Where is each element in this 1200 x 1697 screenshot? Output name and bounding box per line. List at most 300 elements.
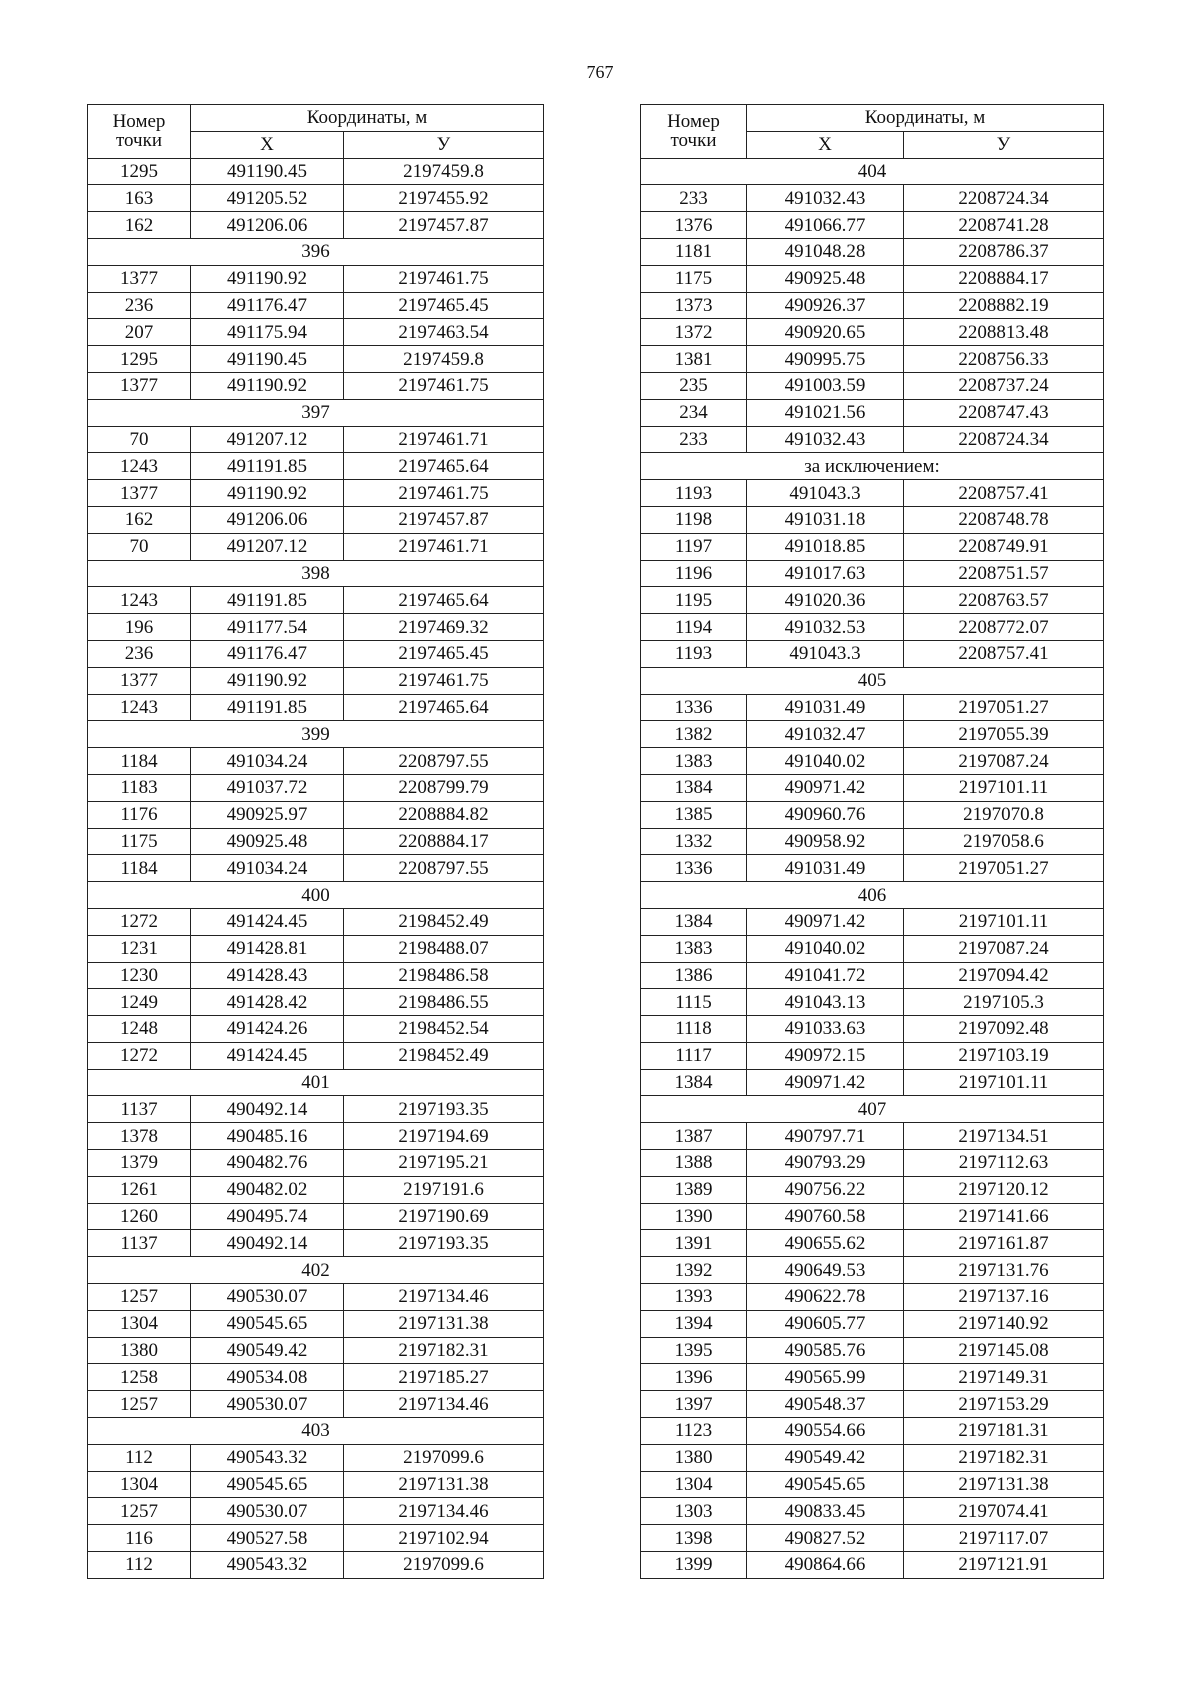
table-row	[641, 640, 1104, 667]
point-number-cell: 1184	[88, 748, 191, 775]
table-row	[88, 614, 544, 641]
x-coordinate-cell: 490995.75	[747, 346, 904, 373]
x-coordinate-cell: 491037.72	[191, 774, 344, 801]
y-coordinate-cell: 2197101.11	[904, 1069, 1104, 1096]
y-coordinate-cell: 2197099.6	[344, 1552, 544, 1579]
point-number-cell: 1377	[88, 265, 191, 292]
section-label: 398	[88, 560, 544, 587]
table-row	[88, 158, 544, 185]
table-row	[88, 1096, 544, 1123]
table-row	[88, 962, 544, 989]
point-number-cell: 1295	[88, 346, 191, 373]
y-coordinate-cell: 2197051.27	[904, 694, 1104, 721]
y-coordinate-cell: 2197194.69	[344, 1123, 544, 1150]
y-coordinate-cell: 2208751.57	[904, 560, 1104, 587]
y-coordinate-cell: 2198486.58	[344, 962, 544, 989]
table-row	[641, 1498, 1104, 1525]
y-coordinate-cell: 2197101.11	[904, 908, 1104, 935]
table-row	[641, 506, 1104, 533]
table-row	[641, 748, 1104, 775]
y-coordinate-cell: 2197461.75	[344, 372, 544, 399]
x-coordinate-cell: 491207.12	[191, 426, 344, 453]
point-number-cell: 1304	[641, 1471, 747, 1498]
x-coordinate-cell: 490543.32	[191, 1444, 344, 1471]
x-coordinate-cell: 491428.81	[191, 935, 344, 962]
section-row	[88, 882, 544, 909]
point-number-cell: 1198	[641, 506, 747, 533]
x-coordinate-cell: 490530.07	[191, 1391, 344, 1418]
y-coordinate-cell: 2198488.07	[344, 935, 544, 962]
x-coordinate-cell: 490926.37	[747, 292, 904, 319]
section-row	[88, 560, 544, 587]
x-coordinate-cell: 491190.92	[191, 480, 344, 507]
x-coordinate-cell: 491018.85	[747, 533, 904, 560]
y-coordinate-cell: 2208741.28	[904, 212, 1104, 239]
section-row	[641, 667, 1104, 694]
point-number-cell: 1388	[641, 1150, 747, 1177]
y-coordinate-cell: 2197087.24	[904, 935, 1104, 962]
point-number-cell: 1183	[88, 774, 191, 801]
table-row	[88, 828, 544, 855]
point-number-cell: 1304	[88, 1471, 191, 1498]
point-number-cell: 1384	[641, 774, 747, 801]
x-coordinate-cell: 491021.56	[747, 399, 904, 426]
table-row	[88, 1525, 544, 1552]
section-row	[88, 238, 544, 265]
point-number-cell: 1377	[88, 667, 191, 694]
table-row	[88, 533, 544, 560]
table-row	[88, 1444, 544, 1471]
table-row	[88, 1471, 544, 1498]
table-row	[641, 774, 1104, 801]
point-number-cell: 1184	[88, 855, 191, 882]
y-coordinate-cell: 2197121.91	[904, 1552, 1104, 1579]
y-coordinate-cell: 2208747.43	[904, 399, 1104, 426]
table-row	[88, 801, 544, 828]
point-number-cell: 1257	[88, 1391, 191, 1418]
table-row	[88, 346, 544, 373]
y-coordinate-cell: 2197181.31	[904, 1418, 1104, 1445]
y-coordinate-cell: 2197131.38	[904, 1471, 1104, 1498]
x-coordinate-cell: 491017.63	[747, 560, 904, 587]
x-coordinate-cell: 491191.85	[191, 694, 344, 721]
x-coordinate-cell: 490649.53	[747, 1257, 904, 1284]
x-coordinate-cell: 490622.78	[747, 1284, 904, 1311]
point-number-cell: 1383	[641, 935, 747, 962]
point-number-cell: 1115	[641, 989, 747, 1016]
x-coordinate-cell: 490492.14	[191, 1096, 344, 1123]
point-number-cell: 1378	[88, 1123, 191, 1150]
y-coordinate-cell: 2197140.92	[904, 1310, 1104, 1337]
table-row	[641, 801, 1104, 828]
table-row	[641, 1444, 1104, 1471]
coordinates-table-right	[640, 104, 1104, 1579]
point-number-cell: 1194	[641, 614, 747, 641]
point-number-cell: 1393	[641, 1284, 747, 1311]
y-coordinate-cell: 2197457.87	[344, 212, 544, 239]
table-row	[641, 908, 1104, 935]
point-number-cell: 1193	[641, 640, 747, 667]
table-row	[641, 265, 1104, 292]
y-coordinate-cell: 2197185.27	[344, 1364, 544, 1391]
table-row	[641, 346, 1104, 373]
x-coordinate-cell: 490549.42	[747, 1444, 904, 1471]
point-number-cell: 116	[88, 1525, 191, 1552]
table-row	[88, 1310, 544, 1337]
section-row	[88, 399, 544, 426]
y-coordinate-cell: 2197461.75	[344, 265, 544, 292]
table-row	[641, 212, 1104, 239]
y-coordinate-cell: 2197191.6	[344, 1176, 544, 1203]
x-coordinate-cell: 491190.92	[191, 265, 344, 292]
y-coordinate-cell: 2198452.49	[344, 1042, 544, 1069]
point-header-line1: Номер	[112, 111, 166, 133]
section-row	[88, 721, 544, 748]
x-coordinate-cell: 491176.47	[191, 640, 344, 667]
point-number-cell: 70	[88, 533, 191, 560]
point-number-cell: 1175	[641, 265, 747, 292]
x-coordinate-cell: 490530.07	[191, 1284, 344, 1311]
x-coordinate-cell: 490545.65	[747, 1471, 904, 1498]
table-row	[88, 185, 544, 212]
x-coordinate-cell: 491205.52	[191, 185, 344, 212]
x-coordinate-cell: 490960.76	[747, 801, 904, 828]
x-coordinate-cell: 491034.24	[191, 748, 344, 775]
table-row	[641, 935, 1104, 962]
table-row	[88, 372, 544, 399]
x-coordinate-cell: 491032.43	[747, 185, 904, 212]
x-coordinate-cell: 491003.59	[747, 372, 904, 399]
table-body-left	[88, 158, 544, 1578]
y-coordinate-cell: 2208772.07	[904, 614, 1104, 641]
table-row	[641, 1016, 1104, 1043]
x-coordinate-cell: 491040.02	[747, 748, 904, 775]
table-row	[641, 560, 1104, 587]
table-row	[88, 453, 544, 480]
point-number-cell: 1248	[88, 1016, 191, 1043]
x-coordinate-cell: 490554.66	[747, 1418, 904, 1445]
table-row	[88, 506, 544, 533]
table-row	[88, 694, 544, 721]
x-coordinate-cell: 491032.47	[747, 721, 904, 748]
x-coordinate-cell: 490534.08	[191, 1364, 344, 1391]
point-number-cell: 112	[88, 1444, 191, 1471]
point-header-line1: Номер	[667, 111, 720, 133]
point-number-cell: 236	[88, 640, 191, 667]
x-coordinate-cell: 491034.24	[191, 855, 344, 882]
table-row	[641, 1364, 1104, 1391]
x-coordinate-cell: 490925.48	[191, 828, 344, 855]
table-row	[88, 1337, 544, 1364]
x-coordinate-cell: 491032.53	[747, 614, 904, 641]
y-coordinate-cell: 2197117.07	[904, 1525, 1104, 1552]
y-coordinate-cell: 2197461.71	[344, 426, 544, 453]
y-coordinate-cell: 2208737.24	[904, 372, 1104, 399]
y-coordinate-cell: 2208813.48	[904, 319, 1104, 346]
y-coordinate-cell: 2197465.45	[344, 292, 544, 319]
table-row	[88, 1176, 544, 1203]
x-header: X	[191, 131, 344, 158]
y-coordinate-cell: 2208797.55	[344, 748, 544, 775]
point-number-cell: 1243	[88, 587, 191, 614]
point-number-cell: 1118	[641, 1016, 747, 1043]
table-row	[641, 1471, 1104, 1498]
point-number-cell: 1387	[641, 1123, 747, 1150]
y-coordinate-cell: 2208884.17	[344, 828, 544, 855]
point-number-cell: 1380	[88, 1337, 191, 1364]
x-coordinate-cell: 491040.02	[747, 935, 904, 962]
y-coordinate-cell: 2197120.12	[904, 1176, 1104, 1203]
table-row	[641, 1123, 1104, 1150]
table-row	[641, 372, 1104, 399]
table-row	[88, 292, 544, 319]
table-row	[88, 748, 544, 775]
x-coordinate-cell: 491043.13	[747, 989, 904, 1016]
x-coordinate-cell: 490605.77	[747, 1310, 904, 1337]
x-coordinate-cell: 491190.45	[191, 158, 344, 185]
section-row	[641, 453, 1104, 480]
x-coordinate-cell: 491424.45	[191, 1042, 344, 1069]
point-number-cell: 1382	[641, 721, 747, 748]
y-coordinate-cell: 2197102.94	[344, 1525, 544, 1552]
point-number-cell: 1373	[641, 292, 747, 319]
x-coordinate-cell: 490530.07	[191, 1498, 344, 1525]
table-row	[88, 908, 544, 935]
x-coordinate-cell: 491048.28	[747, 238, 904, 265]
y-coordinate-cell: 2197455.92	[344, 185, 544, 212]
y-coordinate-cell: 2197182.31	[344, 1337, 544, 1364]
section-label: 401	[88, 1069, 544, 1096]
x-coordinate-cell: 491190.45	[191, 346, 344, 373]
x-coordinate-cell: 490485.16	[191, 1123, 344, 1150]
point-number-cell: 1380	[641, 1444, 747, 1471]
x-coordinate-cell: 490527.58	[191, 1525, 344, 1552]
point-number-cell: 1272	[88, 908, 191, 935]
y-coordinate-cell: 2208882.19	[904, 292, 1104, 319]
table-row	[88, 265, 544, 292]
point-number-cell: 1261	[88, 1176, 191, 1203]
table-row	[641, 1525, 1104, 1552]
point-number-cell: 1137	[88, 1096, 191, 1123]
point-number-cell: 1303	[641, 1498, 747, 1525]
y-coordinate-cell: 2197459.8	[344, 158, 544, 185]
x-coordinate-cell: 491428.42	[191, 989, 344, 1016]
y-coordinate-cell: 2197161.87	[904, 1230, 1104, 1257]
point-number-cell: 1389	[641, 1176, 747, 1203]
table-row	[641, 587, 1104, 614]
y-coordinate-cell: 2197465.64	[344, 694, 544, 721]
x-coordinate-cell: 491191.85	[191, 453, 344, 480]
section-row	[88, 1257, 544, 1284]
point-number-cell: 1379	[88, 1150, 191, 1177]
y-coordinate-cell: 2197465.45	[344, 640, 544, 667]
y-coordinate-cell: 2197094.42	[904, 962, 1104, 989]
table-row	[641, 1257, 1104, 1284]
table-row	[88, 1042, 544, 1069]
y-coordinate-cell: 2197101.11	[904, 774, 1104, 801]
point-number-cell: 233	[641, 426, 747, 453]
section-row	[641, 1096, 1104, 1123]
y-coordinate-cell: 2197469.32	[344, 614, 544, 641]
x-coordinate-cell: 491043.3	[747, 640, 904, 667]
section-label: 404	[641, 158, 1104, 185]
point-number-cell: 1384	[641, 1069, 747, 1096]
x-coordinate-cell: 490864.66	[747, 1552, 904, 1579]
y-coordinate-cell: 2197131.76	[904, 1257, 1104, 1284]
point-number-cell: 1175	[88, 828, 191, 855]
table-row	[88, 1364, 544, 1391]
point-number-cell: 1231	[88, 935, 191, 962]
section-label: 399	[88, 721, 544, 748]
y-coordinate-cell: 2208748.78	[904, 506, 1104, 533]
y-coordinate-cell: 2197457.87	[344, 506, 544, 533]
x-coordinate-cell: 491043.3	[747, 480, 904, 507]
x-coordinate-cell: 490797.71	[747, 1123, 904, 1150]
y-coordinate-cell: 2197195.21	[344, 1150, 544, 1177]
point-number-cell: 1249	[88, 989, 191, 1016]
x-coordinate-cell: 490545.65	[191, 1471, 344, 1498]
point-number-cell: 1381	[641, 346, 747, 373]
point-number-cell: 1377	[88, 372, 191, 399]
x-coordinate-cell: 490548.37	[747, 1391, 904, 1418]
point-number-cell: 1257	[88, 1498, 191, 1525]
point-number-cell: 1397	[641, 1391, 747, 1418]
y-coordinate-cell: 2208799.79	[344, 774, 544, 801]
point-number-header	[88, 105, 191, 159]
point-number-cell: 1195	[641, 587, 747, 614]
point-number-cell: 1258	[88, 1364, 191, 1391]
point-number-cell: 196	[88, 614, 191, 641]
table-row	[88, 774, 544, 801]
table-row	[641, 1284, 1104, 1311]
point-number-cell: 163	[88, 185, 191, 212]
x-coordinate-cell: 490971.42	[747, 908, 904, 935]
table-row	[88, 1230, 544, 1257]
point-number-cell: 1394	[641, 1310, 747, 1337]
y-coordinate-cell: 2208724.34	[904, 185, 1104, 212]
point-number-cell: 1376	[641, 212, 747, 239]
x-coordinate-cell: 490827.52	[747, 1525, 904, 1552]
point-number-cell: 1176	[88, 801, 191, 828]
table-row	[641, 480, 1104, 507]
table-row	[641, 399, 1104, 426]
y-coordinate-cell: 2197465.64	[344, 453, 544, 480]
y-coordinate-cell: 2197092.48	[904, 1016, 1104, 1043]
coordinates-header: Координаты, м	[747, 105, 1104, 132]
x-coordinate-cell: 490492.14	[191, 1230, 344, 1257]
x-coordinate-cell: 490958.92	[747, 828, 904, 855]
table-row	[641, 1203, 1104, 1230]
table-row	[88, 935, 544, 962]
y-coordinate-cell: 2197137.16	[904, 1284, 1104, 1311]
table-row	[641, 185, 1104, 212]
y-coordinate-cell: 2208757.41	[904, 480, 1104, 507]
y-coordinate-cell: 2197087.24	[904, 748, 1104, 775]
table-row	[641, 1337, 1104, 1364]
table-row	[88, 1150, 544, 1177]
y-coordinate-cell: 2208757.41	[904, 640, 1104, 667]
y-coordinate-cell: 2208884.17	[904, 265, 1104, 292]
table-row	[641, 855, 1104, 882]
table-row	[641, 319, 1104, 346]
x-coordinate-cell: 490971.42	[747, 1069, 904, 1096]
point-header-line2: точки	[670, 130, 717, 152]
y-coordinate-cell: 2197141.66	[904, 1203, 1104, 1230]
point-number-cell: 1386	[641, 962, 747, 989]
x-coordinate-cell: 490756.22	[747, 1176, 904, 1203]
y-coordinate-cell: 2197051.27	[904, 855, 1104, 882]
x-coordinate-cell: 491041.72	[747, 962, 904, 989]
y-coordinate-cell: 2197182.31	[904, 1444, 1104, 1471]
coordinates-header: Координаты, м	[191, 105, 544, 132]
section-label: 403	[88, 1418, 544, 1445]
y-coordinate-cell: 2208724.34	[904, 426, 1104, 453]
page-number: 767	[586, 62, 614, 82]
section-label: 406	[641, 882, 1104, 909]
point-number-cell: 1257	[88, 1284, 191, 1311]
table-row	[641, 1391, 1104, 1418]
table-row	[641, 1310, 1104, 1337]
x-coordinate-cell: 491424.45	[191, 908, 344, 935]
y-coordinate-cell: 2197103.19	[904, 1042, 1104, 1069]
y-coordinate-cell: 2198452.54	[344, 1016, 544, 1043]
point-number-cell: 235	[641, 372, 747, 399]
y-coordinate-cell: 2197105.3	[904, 989, 1104, 1016]
point-number-cell: 1332	[641, 828, 747, 855]
x-coordinate-cell: 491191.85	[191, 587, 344, 614]
y-coordinate-cell: 2197112.63	[904, 1150, 1104, 1177]
point-number-cell: 1336	[641, 855, 747, 882]
table-row	[88, 1203, 544, 1230]
x-coordinate-cell: 490482.76	[191, 1150, 344, 1177]
table-row	[641, 989, 1104, 1016]
y-coordinate-cell: 2197149.31	[904, 1364, 1104, 1391]
section-label: 402	[88, 1257, 544, 1284]
point-number-cell: 1396	[641, 1364, 747, 1391]
point-number-cell: 1295	[88, 158, 191, 185]
table-row	[641, 1230, 1104, 1257]
table-row	[88, 426, 544, 453]
y-coordinate-cell: 2208797.55	[344, 855, 544, 882]
x-coordinate-cell: 491428.43	[191, 962, 344, 989]
point-number-cell: 1243	[88, 453, 191, 480]
table-row	[88, 1391, 544, 1418]
x-coordinate-cell: 490495.74	[191, 1203, 344, 1230]
table-row	[88, 989, 544, 1016]
table-row	[641, 721, 1104, 748]
point-number-cell: 1123	[641, 1418, 747, 1445]
table-row	[88, 855, 544, 882]
point-header-line2: точки	[115, 130, 162, 152]
y-coordinate-cell: 2197134.51	[904, 1123, 1104, 1150]
point-number-cell: 1336	[641, 694, 747, 721]
y-coordinate-cell: 2197193.35	[344, 1230, 544, 1257]
y-coordinate-cell: 2198452.49	[344, 908, 544, 935]
y-coordinate-cell: 2208756.33	[904, 346, 1104, 373]
x-coordinate-cell: 491176.47	[191, 292, 344, 319]
y-header: У	[344, 131, 544, 158]
y-coordinate-cell: 2197465.64	[344, 587, 544, 614]
table-row	[88, 1552, 544, 1579]
point-number-cell: 234	[641, 399, 747, 426]
point-number-cell: 1230	[88, 962, 191, 989]
table-row	[641, 614, 1104, 641]
table-row	[641, 1176, 1104, 1203]
x-coordinate-cell: 491190.92	[191, 667, 344, 694]
table-row	[88, 1123, 544, 1150]
point-number-cell: 1399	[641, 1552, 747, 1579]
table-row	[88, 1016, 544, 1043]
